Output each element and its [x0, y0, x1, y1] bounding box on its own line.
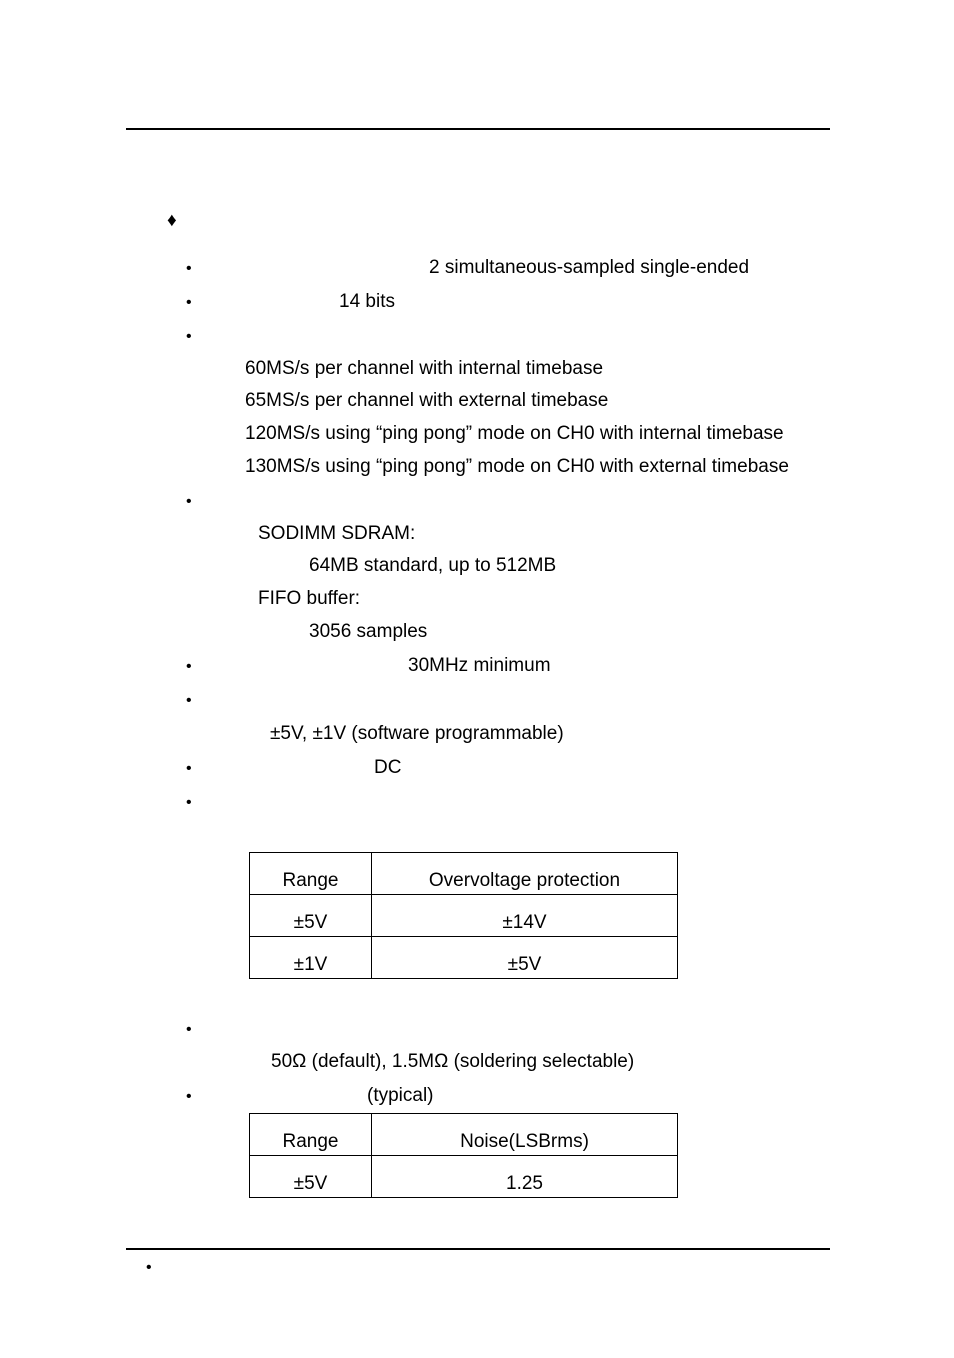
table-header-cell: Overvoltage protection: [372, 853, 678, 895]
memory-sodimm-value: 64MB standard, up to 512MB: [309, 555, 557, 576]
table-header-row: [250, 853, 678, 895]
table-header-cell: Range: [250, 1114, 372, 1156]
coupling-value: DC: [374, 757, 402, 778]
table-cell: ±1V: [250, 937, 372, 979]
memory-fifo-value: 3056 samples: [309, 621, 428, 642]
impedance-value: 50Ω (default), 1.5MΩ (soldering selectable): [271, 1051, 635, 1072]
memory-fifo-label: FIFO buffer:: [258, 588, 361, 609]
bullet-icon: •: [186, 692, 192, 709]
bullet-icon: •: [186, 794, 192, 811]
header-rule: [126, 128, 830, 130]
bullet-icon: •: [186, 493, 192, 510]
bullet-icon: •: [186, 294, 192, 311]
bullet-icon: •: [186, 760, 192, 777]
table-row: [250, 937, 678, 979]
bullet-icon: •: [186, 1088, 192, 1105]
table-cell: ±14V: [372, 895, 678, 937]
table-header-cell: Range: [250, 853, 372, 895]
table-cell: ±5V: [372, 937, 678, 979]
sample-rate-line-4: 130MS/s using “ping pong” mode on CH0 with external timebase: [245, 456, 789, 477]
overvoltage-table: [249, 852, 678, 979]
sample-rate-line-3: 120MS/s using “ping pong” mode on CH0 with internal timebase: [245, 423, 784, 444]
bandwidth-value: 30MHz minimum: [408, 655, 551, 676]
table-cell: ±5V: [250, 1156, 372, 1198]
footer-bullet-icon: •: [146, 1259, 152, 1276]
table-cell: 1.25: [372, 1156, 678, 1198]
table-header-cell: Noise(LSBrms): [372, 1114, 678, 1156]
bullet-icon: •: [186, 658, 192, 675]
resolution-value: 14 bits: [339, 291, 395, 312]
bullet-icon: •: [186, 1021, 192, 1038]
bullet-icon: •: [186, 260, 192, 277]
input-range-value: ±5V, ±1V (software programmable): [270, 723, 564, 744]
noise-note: (typical): [367, 1085, 434, 1106]
bullet-icon: •: [186, 328, 192, 345]
table-cell: ±5V: [250, 895, 372, 937]
table-row: [250, 1156, 678, 1198]
section-diamond-icon: ♦: [167, 210, 177, 231]
table-row: [250, 895, 678, 937]
sample-rate-line-1: 60MS/s per channel with internal timebase: [245, 358, 604, 379]
memory-sodimm-label: SODIMM SDRAM:: [258, 523, 416, 544]
sample-rate-line-2: 65MS/s per channel with external timebase: [245, 390, 609, 411]
noise-table: [249, 1113, 678, 1198]
table-header-row: [250, 1114, 678, 1156]
footer-rule: [126, 1248, 830, 1250]
channels-value: 2 simultaneous-sampled single-ended: [429, 257, 750, 278]
